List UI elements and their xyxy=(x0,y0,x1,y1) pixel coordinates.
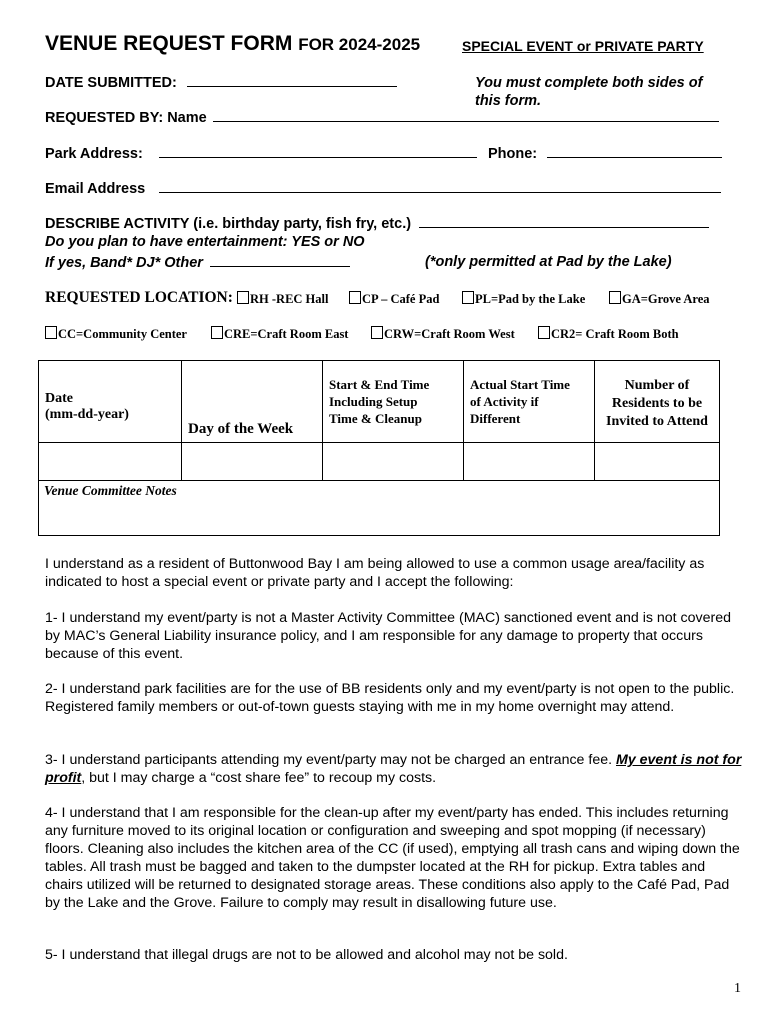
email-field[interactable] xyxy=(159,180,721,193)
checkbox-cr2[interactable] xyxy=(538,326,550,339)
page-number: 1 xyxy=(734,981,741,996)
entry-date-cell[interactable] xyxy=(39,443,182,481)
venue-notes-cell xyxy=(39,481,720,536)
form-title xyxy=(45,32,420,56)
terms-item-2 xyxy=(45,680,745,716)
park-address-field[interactable] xyxy=(159,145,477,158)
location-label: REQUESTED LOCATION xyxy=(45,289,228,306)
checkbox-cp[interactable] xyxy=(349,291,361,304)
header-date-line1: Date xyxy=(45,390,73,406)
checkbox-pl[interactable] xyxy=(462,291,474,304)
location-label-row: REQUESTED LOCATION: xyxy=(45,289,233,306)
location-option-label: CP – Café Pad xyxy=(362,292,440,306)
header-time-line2: Including Setup xyxy=(329,394,418,409)
checkbox-cre[interactable] xyxy=(211,326,223,339)
location-option-cre[interactable] xyxy=(211,326,348,342)
terms-item-5-text: 5- I understand that illegal drugs are not to be allowed and alcohol may not be sold. xyxy=(45,947,568,963)
terms-item-2-text: 2- I understand park facilities are for the use of BB residents only and my event/party is not open to the public. Registered family members or out-of-town guests staying with me in my home overnight may attend. xyxy=(45,681,735,715)
location-option-label: CRW=Craft Room West xyxy=(384,327,515,341)
header-actual-line2: of Activity if xyxy=(470,394,539,409)
location-option-label: PL=Pad by the Lake xyxy=(475,292,586,306)
entertainment-other-field[interactable] xyxy=(210,254,350,267)
entry-residents-cell[interactable] xyxy=(595,443,720,481)
phone-label: Phone: xyxy=(488,146,538,162)
form-year: FOR 2024-2025 xyxy=(298,35,421,54)
header-date xyxy=(39,361,182,443)
location-option-label: GA=Grove Area xyxy=(622,292,710,306)
table-header-row xyxy=(39,361,720,443)
table-entry-row xyxy=(39,443,720,481)
checkbox-rh[interactable] xyxy=(237,291,249,304)
location-option-label: CC=Community Center xyxy=(58,327,187,341)
both-sides-note: You must complete both sides of this form. xyxy=(475,75,703,109)
request-table xyxy=(38,360,720,536)
header-time xyxy=(323,361,464,443)
header-actual-line1: Actual Start Time xyxy=(470,377,570,392)
header-residents-line1: Number of xyxy=(624,378,690,393)
header-time-line3: Time & Cleanup xyxy=(329,411,422,426)
location-option-cp[interactable] xyxy=(349,291,439,307)
header-residents-line2: Residents to be xyxy=(611,396,703,411)
checkbox-cc[interactable] xyxy=(45,326,57,339)
requested-by-row xyxy=(45,109,719,126)
park-address-label: Park Address: xyxy=(45,146,143,162)
header-actual-line3: Different xyxy=(470,411,521,426)
location-option-cr2[interactable] xyxy=(538,326,679,342)
requested-by-label: REQUESTED BY: Name xyxy=(45,110,207,126)
header-residents-line3: Invited to Attend xyxy=(606,414,708,429)
terms-item-3-post: , but I may charge a “cost share fee” to recoup my costs. xyxy=(81,770,437,786)
venue-notes-label: Venue Committee Notes xyxy=(44,483,177,498)
terms-item-1-text: 1- I understand my event/party is not a Master Activity Committee (MAC) sanctioned event and is not covered by MAC’s General Liability insurance policy, and I am responsible for any damage to property that occurs because of this event. xyxy=(45,610,732,662)
location-option-crw[interactable] xyxy=(371,326,515,342)
header-actual-start xyxy=(464,361,595,443)
email-row xyxy=(45,180,721,197)
location-option-label: CRE=Craft Room East xyxy=(224,327,349,341)
header-residents xyxy=(595,361,720,443)
header-date-line2: (mm-dd-year) xyxy=(45,406,129,422)
email-label: Email Address xyxy=(45,181,146,197)
terms-item-1 xyxy=(45,609,745,663)
requested-by-field[interactable] xyxy=(213,109,719,122)
location-option-cc[interactable] xyxy=(45,326,187,342)
not-for-profit-emphasis: My event is not for profit xyxy=(45,752,742,786)
terms-item-3-pre: 3- I understand participants attending my event/party may not be charged an entrance fee. xyxy=(45,752,616,768)
terms-intro-text: I understand as a resident of Buttonwood Bay I am being allowed to use a common usage area/facility as indicated to host a special event or private party and I accept the following: xyxy=(45,556,705,590)
entertainment-note: (*only permitted at Pad by the Lake) xyxy=(425,254,672,270)
describe-row xyxy=(45,215,709,232)
location-option-pl[interactable] xyxy=(462,291,585,307)
describe-field[interactable] xyxy=(419,215,709,228)
terms-intro xyxy=(45,555,745,591)
entry-day-cell[interactable] xyxy=(182,443,323,481)
terms-item-4-text: 4- I understand that I am responsible for the clean-up after my event/party has ended. This includes returning any furniture moved to its original location or configuration and sweeping and spot mopping (if necessary) floors. Cleaning also includes the kitchen area of the CC (if used), emptying all trash cans and wiping down the tables. All trash must be bagged and taken to the dumpster located at the RH for pickup. Extra tables and chairs utilized will be returned to designated storage areas. These conditions also apply to the Café Pad, Pad by the Lake and the Grove. Failure to comply may result in disallowing future use. xyxy=(45,805,740,911)
location-option-label: RH -REC Hall xyxy=(250,292,329,306)
venue-notes-row xyxy=(39,481,720,536)
entertainment-type-row xyxy=(45,254,350,271)
date-submitted-row xyxy=(45,74,397,91)
checkbox-ga[interactable] xyxy=(609,291,621,304)
park-address-row xyxy=(45,145,477,162)
date-submitted-label: DATE SUBMITTED: xyxy=(45,75,177,91)
phone-row xyxy=(488,145,722,162)
form-title-text: VENUE REQUEST FORM xyxy=(45,32,293,55)
entry-time-cell[interactable] xyxy=(323,443,464,481)
location-option-label: CR2= Craft Room Both xyxy=(551,327,679,341)
location-option-rh[interactable] xyxy=(237,291,328,307)
terms-item-3-text xyxy=(45,751,745,787)
phone-field[interactable] xyxy=(547,145,722,158)
terms-item-4 xyxy=(45,804,745,912)
entertainment-question: Do you plan to have entertainment: YES or NO xyxy=(45,234,365,250)
date-submitted-field[interactable] xyxy=(187,74,397,87)
entry-actual-start-cell[interactable] xyxy=(464,443,595,481)
checkbox-crw[interactable] xyxy=(371,326,383,339)
header-time-line1: Start & End Time xyxy=(329,377,430,392)
terms-item-3 xyxy=(45,751,745,787)
describe-label: DESCRIBE ACTIVITY (i.e. birthday party, fish fry, etc.) xyxy=(45,216,412,232)
event-type-heading: SPECIAL EVENT or PRIVATE PARTY xyxy=(462,38,704,54)
header-day: Day of the Week xyxy=(182,361,323,443)
location-option-ga[interactable] xyxy=(609,291,710,307)
entertainment-type-label: If yes, Band* DJ* Other xyxy=(45,255,203,271)
terms-item-5 xyxy=(45,946,745,964)
